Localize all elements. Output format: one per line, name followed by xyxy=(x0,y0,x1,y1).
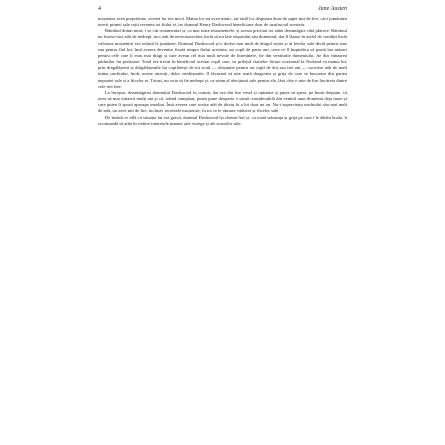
paragraph: Bătrânul domn muri; i se citi testamentul și, ca mai toate testamentele, și acesta pricinui tot atâta dezamăgire câtă plăcere. Bătrânul nu fusese nici atât de nedrept, nici atât de nerecunoscător încât să nu lase nepotului său domeniul, dar îl lăsase în astfel de condiții încât valoarea moștenirii era redusă la jumătate. Domnul Dashwood și-o dorise mai mult de dragul soției și al fetelor sale decât pentru sine sau pentru fiul lui; însă averea devenise fixată asupra fiului acestuia, un copil de patru ani, ceea ce îl împiedica să poată lua măsuri pentru cele care îi erau mai dragi și care aveau cel mai mult nevoie de întreținere, fie din veniturile domeniului, fie din vânzarea pădurilor lui prețioase. Totul era trecut în beneficiul acestui copil care, cu prilejul vizitelor făcute ocazional la Norland cu mama lui, prin drăgălășenii și drăgălășeniile lui copilărești de tot soiul — obișnuite pentru un copil de doi sau trei ani — cucerise atât de mult inima unchiului, încât aceste atracții, deloc neobișnuite, îl făcuseră să uite toată dragostea și grija de care se bucurase din partea nepoatei sale și a fiicelor ei. Totuși, nu voia să fie nedrept și, ca semn al afecțiunii sale pentru ele, lăsă câte o mie de lire fiecăreia dintre cele trei fete. xyxy=(98,28,347,89)
paragraph: De îndată ce află că situația lui era gravă, domnul Dashwood își chemă fiul și, cu toată stăruința și grija pe care i le dădea boala, îi recomandă să aibă în vedere interesele mamei sale vitrege și ale surorilor sale. xyxy=(98,114,347,126)
page-number: 4 xyxy=(98,6,101,12)
running-head-author: Jane Austen xyxy=(317,6,347,12)
body-text xyxy=(98,16,347,428)
paragraph: La început, dezamăgirea domnului Dashwood fu cruntă; dar era din fire vesel și optimist și putea să spere, pe bună dreptate, că avea să mai trăiască mulți ani și că, trăind cumpătat, putea pune deoparte o sumă considerabilă din venitul unui domeniu deja mare și care putea fi sporit aproape imediat. Însă averea care sosise atât de târziu fu a lui doar un an. Nu-i supraviețui unchiului său mai mult de atât, iar zece mii de lire, inclusiv recentele moșteniri, fu tot ce le rămase văduvei și fiicelor sale. xyxy=(98,89,347,114)
paragraph: moștenea acea proprietate, averea lor era mică. Mama lor nu avea nimic, iar tatăl lor dispunea doar de șapte mii de lire; căci jumătatea averii primei sale soții revenea tot fiului ei, iar domnul Henry Dashwood beneficiase doar de uzufructul acesteia. xyxy=(98,16,347,28)
running-header xyxy=(98,4,347,14)
